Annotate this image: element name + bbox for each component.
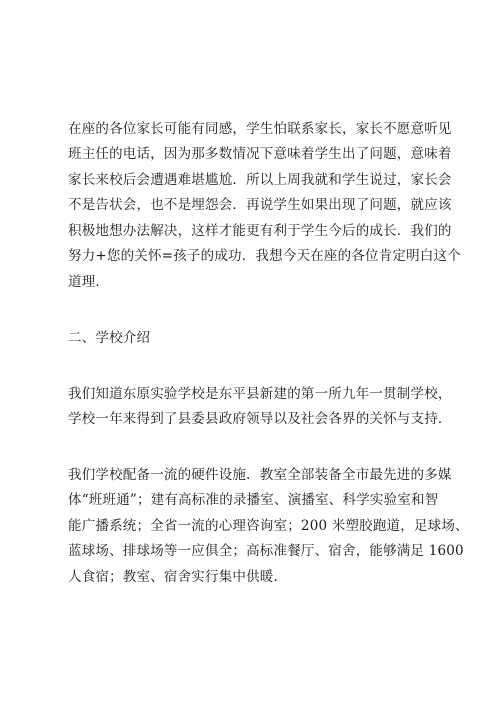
text-line: 学校一年来得到了县委县政府领导以及社会各界的关怀与支持．: [68, 411, 452, 427]
text-line: 在座的各位家长可能有同感，学生怕联系家长，家长不愿意听见: [68, 121, 452, 137]
text-line: 我们学校配备一流的硬件设施．教室全部装备全市最先进的多媒: [68, 467, 452, 483]
section-heading: 二、学校介绍: [68, 330, 151, 346]
text-line: 我们知道东原实验学校是东平县新建的第一所九年一贯制学校，: [68, 386, 452, 402]
text-line: 道理．: [68, 274, 110, 290]
text-line: 不是告状会，也不是埋怨会．再说学生如果出现了问题，就应该: [68, 197, 452, 213]
text-line: 体“班班通”；建有高标准的录播室、演播室、科学实验室和智: [68, 492, 439, 508]
text-line: 能广播系统；全省一流的心理咨询室；200 米塑胶跑道，足球场、: [68, 518, 469, 534]
text-line: 蓝球场、排球场等一应俱全；高标准餐厅、宿舍，能够满足 1600: [68, 543, 464, 559]
text-line: 家长来校后会遭遇难堪尴尬．所以上周我就和学生说过，家长会: [68, 172, 452, 188]
text-line: 班主任的电话，因为那多数情况下意味着学生出了问题，意味着: [68, 146, 452, 162]
text-line: 积极地想办法解决，这样才能更有利于学生今后的成长．我们的: [68, 223, 452, 239]
text-line: 人食宿；教室、宿舍实行集中供暖．: [68, 569, 288, 585]
text-line: 努力+您的关怀=孩子的成功．我想今天在座的各位肯定明白这个: [68, 248, 461, 264]
